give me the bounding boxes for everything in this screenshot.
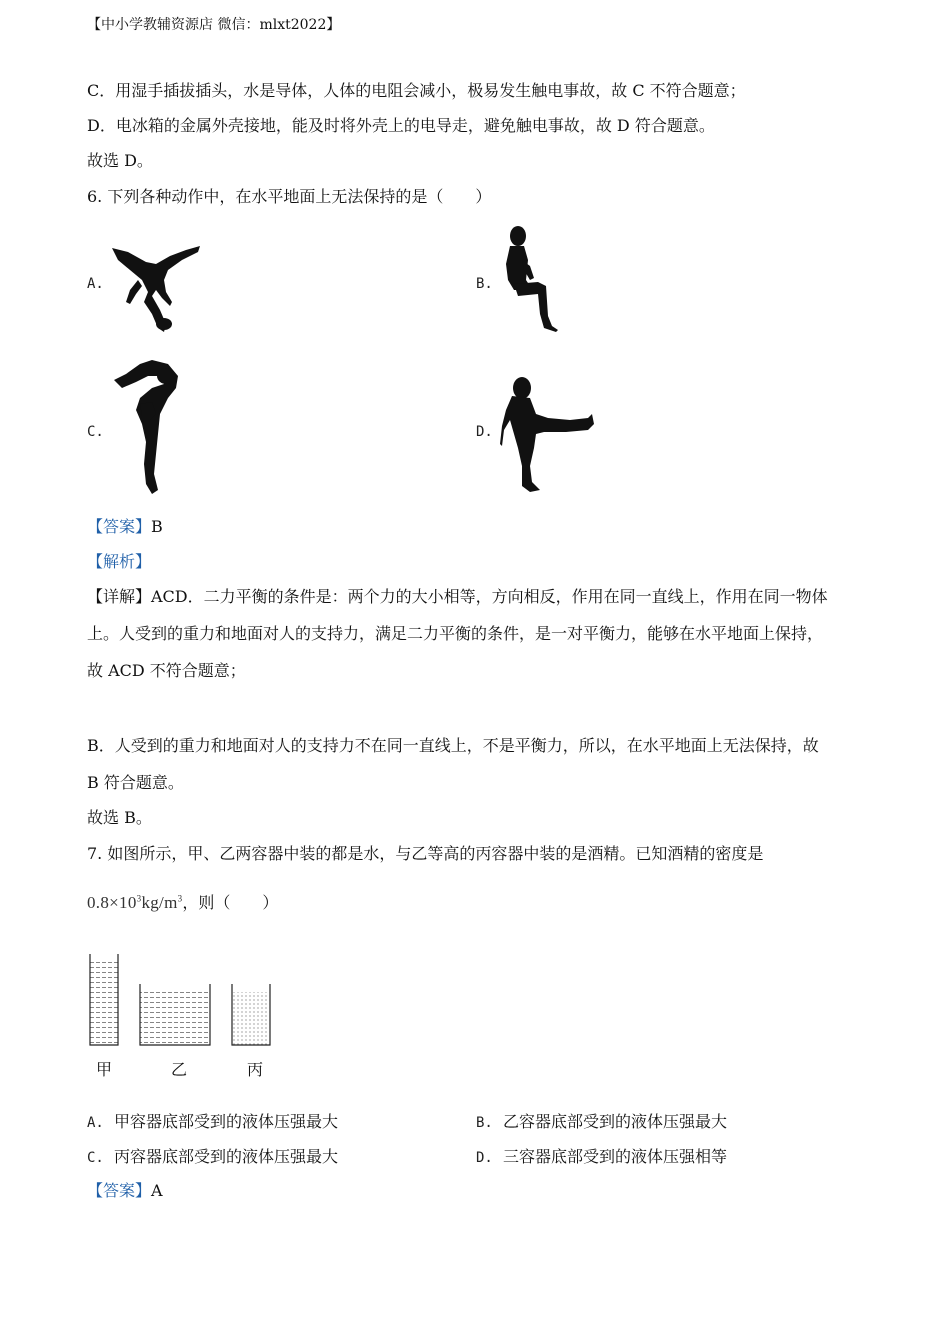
q7-answer-line (87, 1181, 163, 1201)
containers-figure (84, 950, 284, 1052)
q7-formula-exp: 3 (136, 893, 142, 904)
container-yi (140, 984, 210, 1045)
q6-option-a-letter: A. (87, 276, 104, 292)
q7-formula (87, 893, 182, 912)
container-label-yi: 乙 (171, 1060, 188, 1079)
q7-formula-base: 0.8×10 (87, 893, 137, 912)
kick-silhouette-icon (500, 374, 595, 494)
q6-option-d-letter: D. (476, 424, 493, 440)
prev-choose: 故选 D。 (87, 151, 153, 170)
q6-answer-line (87, 517, 163, 537)
q6-detail-line-1: 【详解】ACD．二力平衡的条件是：两个力的大小相等，方向相反，作用在同一直线上，作用在同一物体 (87, 587, 828, 606)
q7-option-b (476, 1112, 727, 1133)
q6-b-explain-line-1: B．人受到的重力和地面对人的支持力不在同一直线上，不是平衡力，所以，在水平地面上无法保持，故 (87, 736, 819, 755)
q7-density-line (87, 893, 278, 913)
q6-detail-line-3: 故 ACD 不符合题意； (87, 661, 246, 680)
q7-answer-value: A (151, 1181, 163, 1200)
q6-option-c-letter: C. (87, 424, 104, 440)
leg-hold-silhouette-icon (112, 358, 184, 498)
q7-option-d-letter: D. (476, 1150, 493, 1166)
q6-answer-tag: 【答案】 (87, 517, 152, 536)
q7-option-a (87, 1112, 338, 1133)
q7-option-d (476, 1147, 727, 1168)
container-label-bing: 丙 (247, 1060, 264, 1079)
container-bing (232, 984, 270, 1045)
q7-option-a-letter: A. (87, 1115, 104, 1131)
q6-choose: 故选 B。 (87, 808, 152, 827)
container-label-jia: 甲 (96, 1060, 113, 1079)
q7-option-a-text: 甲容器底部受到的液体压强最大 (114, 1112, 339, 1131)
q6-stem: 6. 下列各种动作中，在水平地面上无法保持的是（ ） (87, 187, 492, 206)
q6-analysis-tag: 【解析】 (87, 552, 152, 571)
page-header: 【中小学教辅资源店 微信：mlxt2022】 (87, 17, 341, 33)
q7-answer-tag: 【答案】 (87, 1181, 152, 1200)
q6-detail-line-2: 上。人受到的重力和地面对人的支持力，满足二力平衡的条件，是一对平衡力，能够在水平地面上保持， (87, 624, 824, 643)
q7-option-c-text: 丙容器底部受到的液体压强最大 (114, 1147, 339, 1166)
prev-option-d-explanation: D．电冰箱的金属外壳接地，能及时将外壳上的电导走，避免触电事故，故 D 符合题意。 (87, 116, 715, 135)
prev-option-c-explanation: C．用湿手插拔插头，水是导体，人体的电阻会减小，极易发生触电事故，故 C 不符合题意； (87, 81, 746, 100)
q6-b-explain-line-2: B 符合题意。 (87, 773, 184, 792)
q7-option-b-text: 乙容器底部受到的液体压强最大 (503, 1112, 728, 1131)
q7-option-b-letter: B. (476, 1115, 493, 1131)
q6-option-b-letter: B. (476, 276, 493, 292)
container-jia (90, 954, 118, 1045)
q7-option-c (87, 1147, 338, 1168)
q7-formula-unit: kg/m (141, 893, 178, 912)
q7-formula-tail: ，则（ ） (182, 893, 279, 912)
q7-option-d-text: 三容器底部受到的液体压强相等 (503, 1147, 728, 1166)
q7-formula-unit-exp: 3 (177, 893, 183, 904)
sitting-silhouette-icon (500, 224, 565, 336)
q7-stem: 7. 如图所示，甲、乙两容器中装的都是水，与乙等高的丙容器中装的是酒精。已知酒精的密度是 (87, 844, 764, 863)
q6-answer-value: B (151, 517, 163, 536)
q7-option-c-letter: C. (87, 1150, 104, 1166)
handstand-silhouette-icon (108, 240, 203, 336)
